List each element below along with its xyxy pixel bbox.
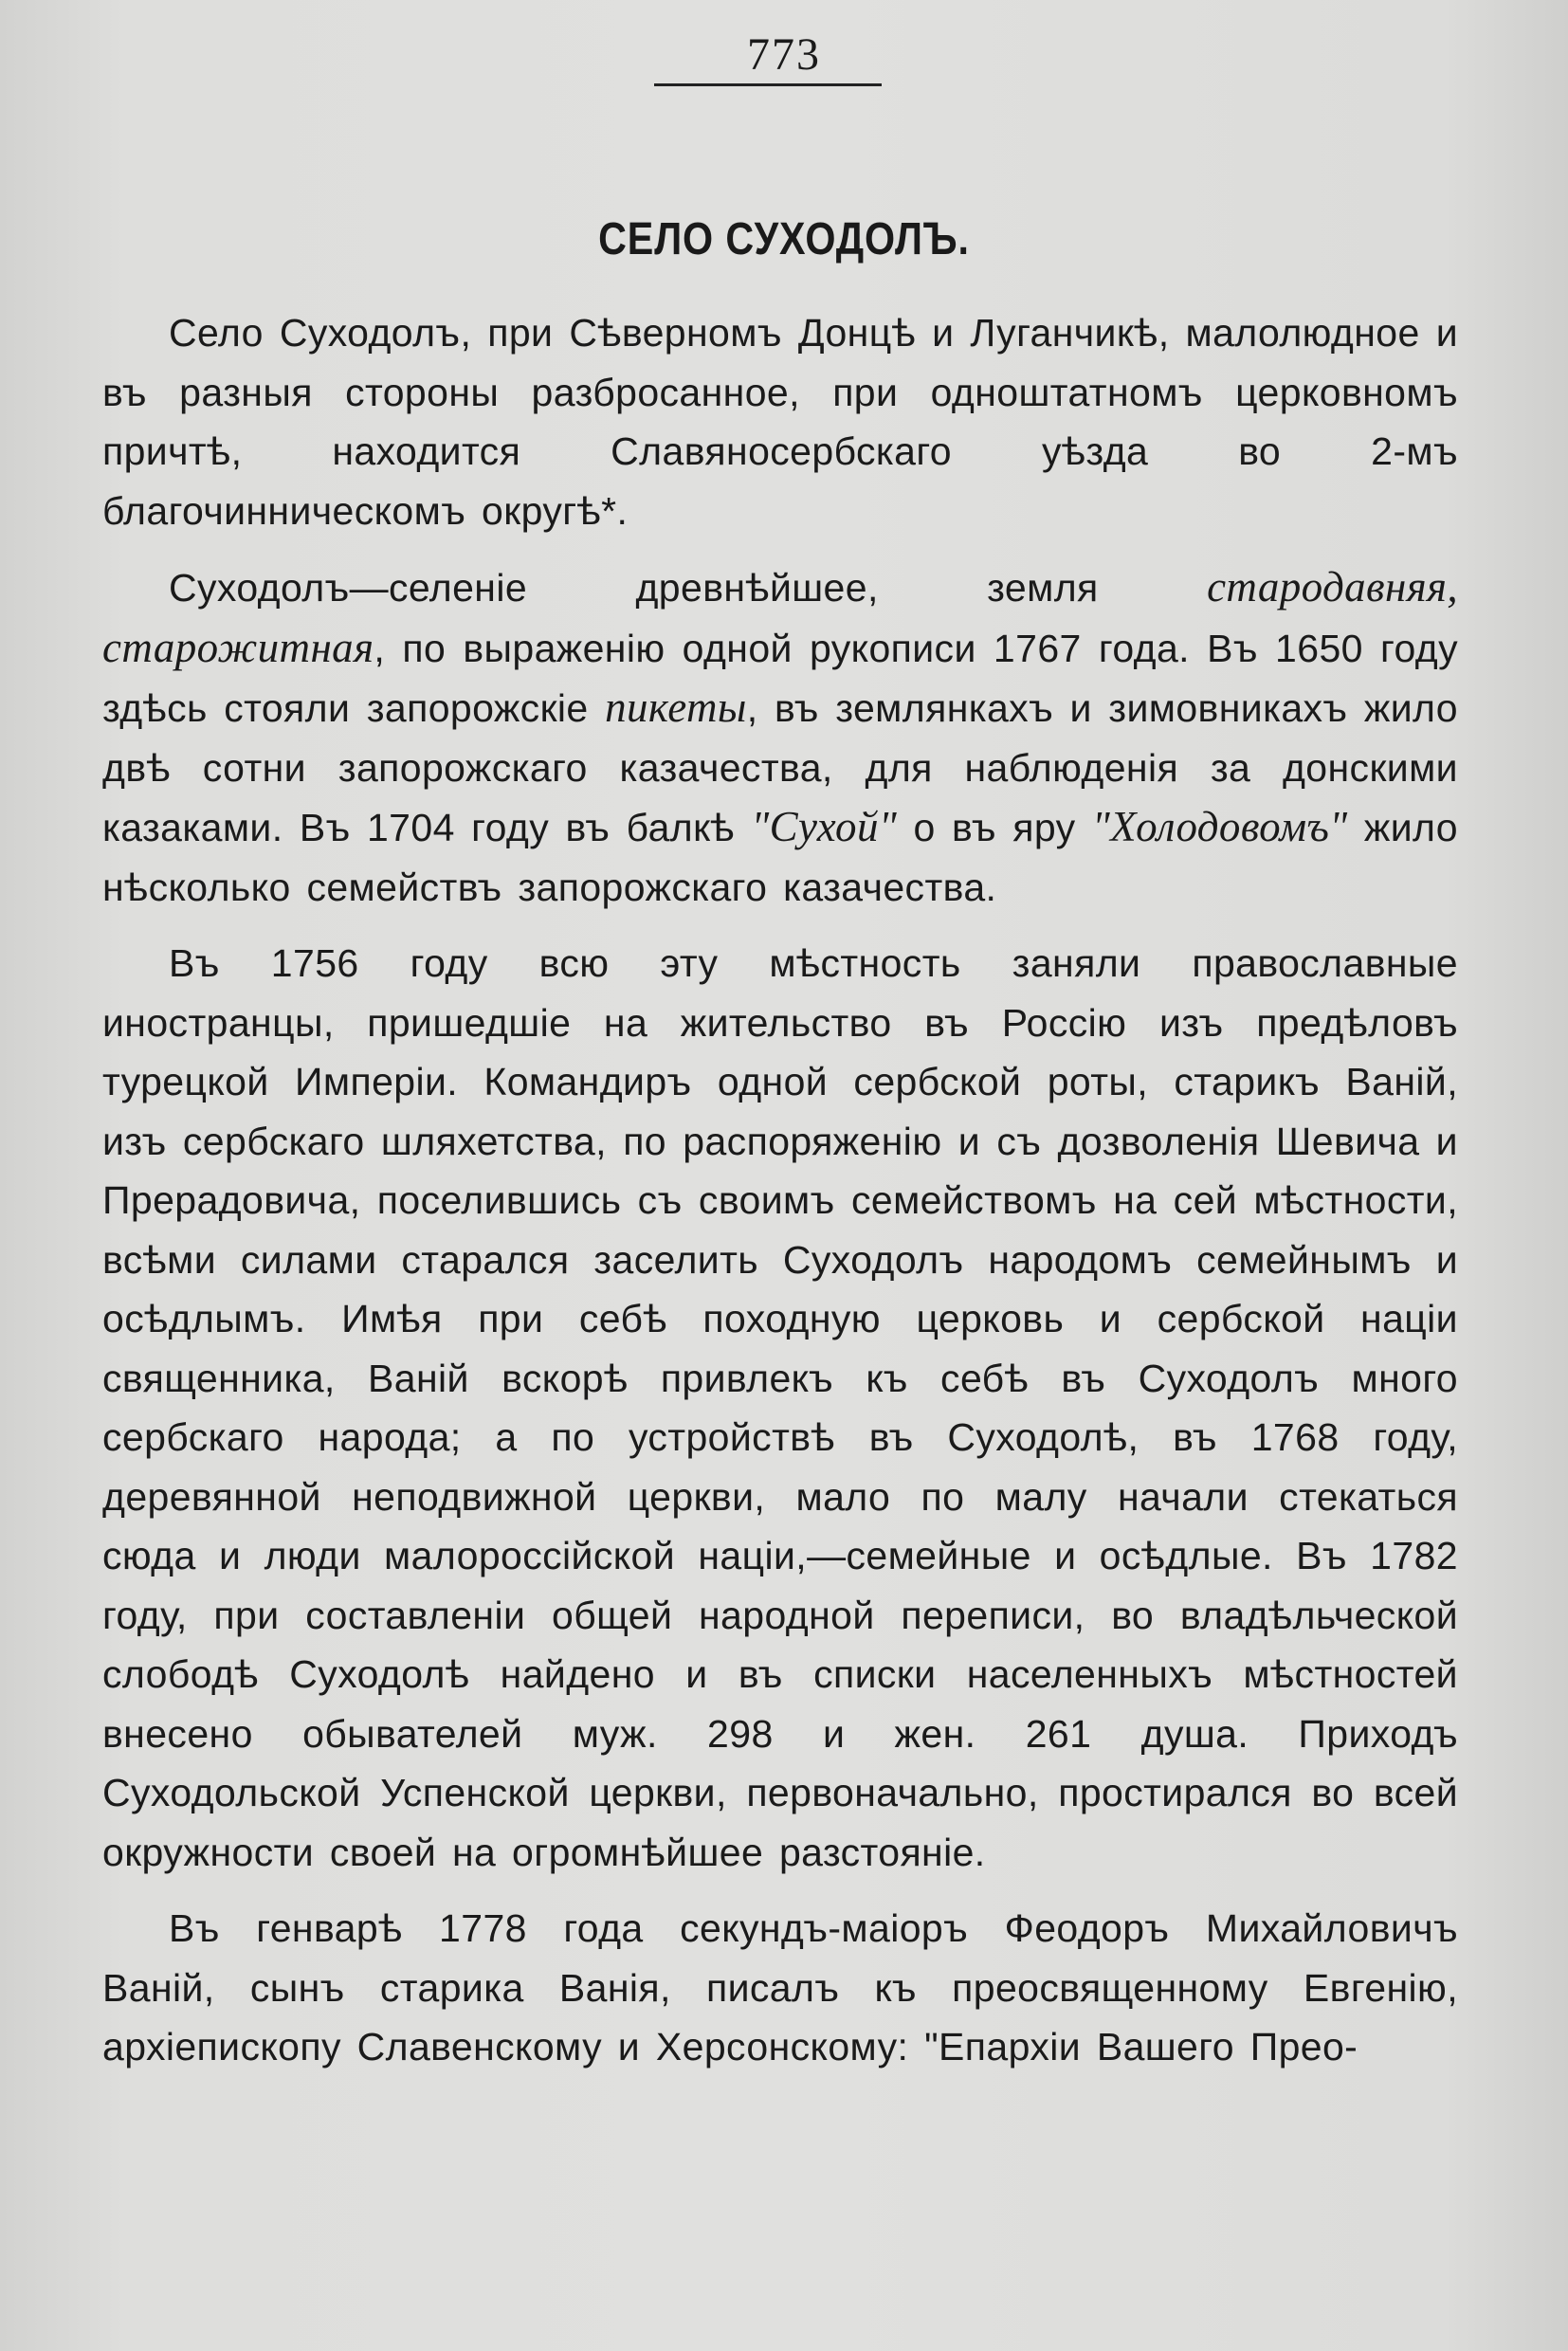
- body-text: [102, 303, 1458, 2094]
- page-number: 773: [747, 29, 821, 80]
- section-title: СЕЛО СУХОДОЛЪ.: [598, 214, 970, 264]
- paragraph: Въ 1756 году всю эту мѣстность заняли православные иностранцы, пришедшіе на жительство въ Россію изъ предѣловъ турецкой Имперіи. Командиръ одной сербской роты, старикъ Ваній, изъ сербскаго шляхетства, по распоряженію и съ дозволенія Шевича и Прерадовича, поселившись съ своимъ семействомъ на сей мѣстности, всѣми силами старался заселить Суходолъ народомъ семейнымъ и осѣдлымъ. Имѣя при себѣ походную церковь и сербской націи священника, Ваній вскорѣ привлекъ къ себѣ въ Суходолъ много сербскаго народа; а по устройствѣ въ Суходолѣ, въ 1768 году, деревянной неподвижной церкви, мало по малу начали стекаться сюда и люди малороссійской націи,—семейные и осѣдлые. Въ 1782 году, при составленіи общей народной переписи, во владѣльческой слободѣ Суходолѣ найдено и въ списки населенныхъ мѣстностей внесено обывателей муж. 298 и жен. 261 душа. Приходъ Суходольской Успенской церкви, первоначально, простирался во всей окружности своей на огромнѣйшее разстояніе.: [102, 941, 1458, 1874]
- paragraph: Суходолъ—селеніе древнѣйшее, земля стародавняя, старожитная, по выраженію одной рукописи 1767 года. Въ 1650 году здѣсь стояли запорожскіе пикеты, въ землянкахъ и зимовникахъ жило двѣ сотни запорожскаго казачества, для наблюденія за донскими казаками. Въ 1704 году въ балкѣ "Сухой" о въ яру "Холодовомъ" жило нѣсколько семействъ запорожскаго казачества.: [102, 563, 1458, 909]
- paragraph: Въ генварѣ 1778 года секундъ-маіоръ Феодоръ Михайловичъ Ваній, сынъ старика Ванія, писалъ къ преосвященному Евгенію, архіепископу Славенскому и Херсонскому: "Епархіи Вашего Прео-: [102, 1906, 1458, 2069]
- page-number-rule: [654, 83, 882, 86]
- paragraph: Село Суходолъ, при Сѣверномъ Донцѣ и Луганчикѣ, малолюдное и въ разныя стороны разбросанное, при одноштатномъ церковномъ причтѣ, находится Славяносербскаго уѣзда во 2-мъ благочинническомъ округѣ*.: [102, 311, 1458, 533]
